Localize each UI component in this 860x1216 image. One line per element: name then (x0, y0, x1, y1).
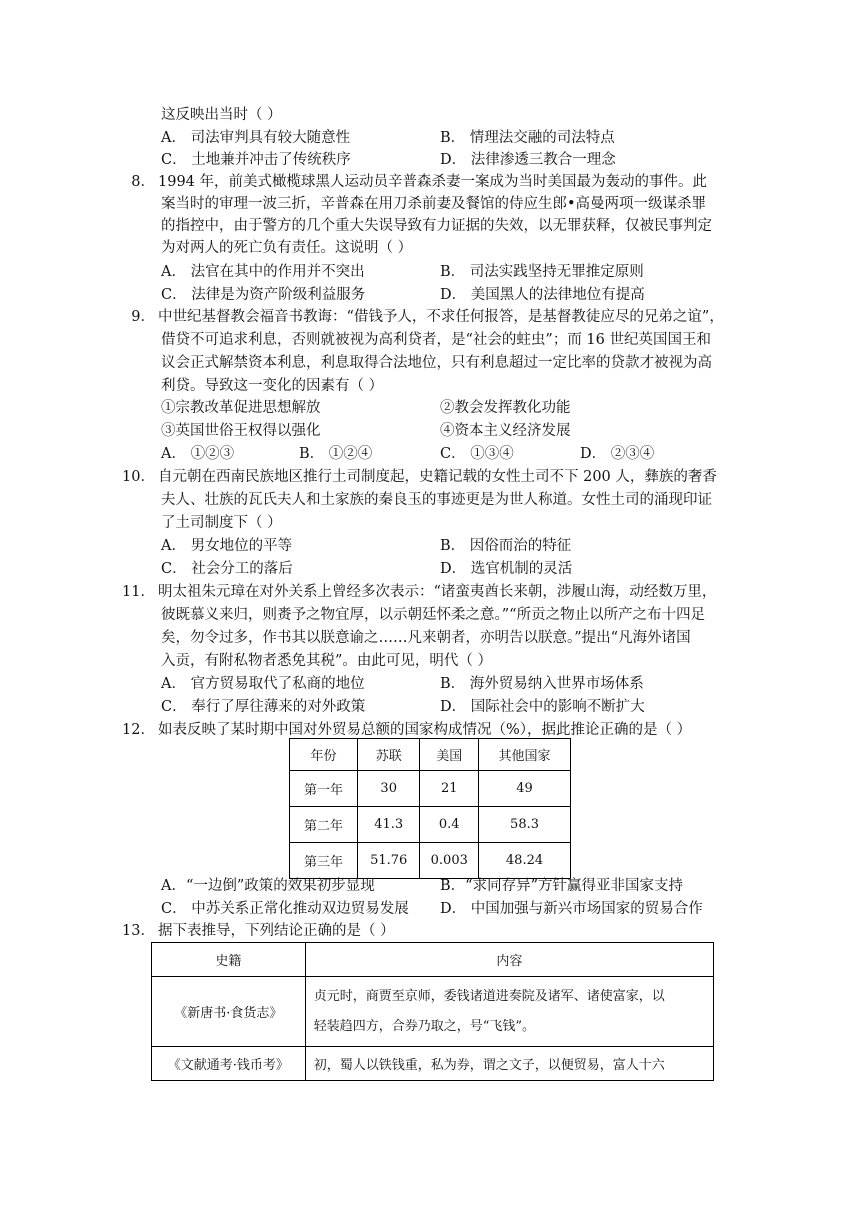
q10-number: 10． (122, 469, 155, 485)
trade-header-cell: 美国 (420, 739, 479, 771)
q11-option-d[interactable]: D． 国际社会中的影响不断扩大 (440, 699, 645, 715)
q7-stem-tail: 这反映出当时（ ） (161, 107, 282, 123)
q9-option-d[interactable]: D． ②③④ (580, 446, 655, 462)
q13-stem: 据下表推导，下列结论正确的是（ ） (158, 923, 395, 939)
trade-cell: 30 (357, 771, 420, 807)
q9-stem-line: 借贷不可追求利息，否则就被视为高利贷者，是“社会的蛀虫”；而 16 世纪英国国王和 (161, 332, 711, 348)
q9-option-c[interactable]: C． ①③④ (440, 446, 514, 462)
history-header-cell: 史籍 (152, 943, 306, 977)
q8-stem-line: 1994 年，前美式橄榄球黑人运动员辛普森杀妻一案成为当时美国最为轰动的事件。此 (158, 174, 708, 190)
history-book-cell: 《文献通考·钱币考》 (152, 1047, 306, 1081)
q9-stem-line: 中世纪基督教会福音书教诲：“借钱予人，不求任何报答，是基督教徒应尽的兄弟之谊”， (158, 309, 724, 325)
q12-option-d[interactable]: D． 中国加强与新兴市场国家的贸易合作 (440, 901, 703, 917)
q13-number: 13． (122, 923, 155, 939)
history-content-cell (305, 977, 713, 1047)
history-header-cell: 内容 (305, 943, 713, 977)
q11-option-b[interactable]: B． 海外贸易纳入世界市场体系 (440, 676, 644, 692)
q8-stem-line: 为对两人的死亡负有责任。这说明（ ） (161, 240, 413, 256)
q10-stem-line: 了土司制度下（ ） (161, 515, 282, 531)
history-book-cell: 《新唐书·食货志》 (152, 977, 306, 1047)
q12-option-c[interactable]: C． 中苏关系正常化推动双边贸易发展 (161, 901, 409, 917)
trade-cell: 0.003 (420, 843, 479, 879)
q12-option-b[interactable]: B．“求同存异”方针赢得亚非国家支持 (440, 878, 683, 894)
q7-option-d[interactable]: D． 法律渗透三教合一理念 (440, 152, 616, 168)
trade-cell: 41.3 (357, 807, 420, 843)
q10-stem-line: 自元朝在西南民族地区推行土司制度起，史籍记载的女性土司不下 200 人，彝族的奢香 (158, 469, 717, 485)
history-content-line: 贞元时，商贾至京师，委钱诸道进奏院及诸军、诸使富家，以 (313, 988, 665, 1004)
trade-cell: 21 (420, 771, 479, 807)
trade-cell: 49 (479, 771, 571, 807)
table-row (152, 1047, 714, 1081)
trade-header-cell: 苏联 (357, 739, 420, 771)
table-row (290, 843, 571, 879)
history-content-line: 初，蜀人以铁钱重，私为券，谓之文子，以便贸易，富人十六 (313, 1058, 665, 1073)
q11-option-a[interactable]: A． 官方贸易取代了私商的地位 (161, 676, 365, 692)
trade-cell: 0.4 (420, 807, 479, 843)
q8-option-b[interactable]: B． 司法实践坚持无罪推定原则 (440, 264, 644, 280)
history-content-cell (305, 1047, 713, 1081)
q8-number: 8． (131, 174, 155, 190)
q7-option-c[interactable]: C． 土地兼并冲击了传统秩序 (161, 152, 351, 168)
q10-option-a[interactable]: A． 男女地位的平等 (161, 538, 293, 554)
q11-stem-line: 矣，勿令过多，作书其以朕意谕之……凡来朝者，亦明告以朕意。”提出“凡海外诸国 (161, 630, 691, 646)
q10-option-b[interactable]: B． 因俗而治的特征 (440, 538, 572, 554)
q9-item-3: ③英国世俗王权得以强化 (161, 423, 321, 439)
q9-option-b[interactable]: B． ①②④ (299, 446, 373, 462)
trade-cell: 51.76 (357, 843, 420, 879)
trade-cell: 58.3 (479, 807, 571, 843)
q10-stem-line: 夫人、壮族的瓦氏夫人和土家族的秦良玉的事迹更是为世人称道。女性土司的涌现印证 (161, 492, 712, 508)
q9-option-a[interactable]: A． ①②③ (161, 446, 235, 462)
q12-stem: 如表反映了某时期中国对外贸易总额的国家构成情况（%），据此推论正确的是（ ） (158, 722, 692, 738)
q9-item-1: ①宗教改革促进思想解放 (161, 400, 321, 416)
history-content-line: 轻装趋四方，合券乃取之，号“飞钱”。 (313, 1018, 536, 1034)
q11-stem-line: 入贡，有附私物者悉免其税”。由此可见，明代（ ） (161, 653, 493, 669)
q9-stem-line: 利贷。导致这一变化的因素有（ ） (161, 378, 384, 394)
trade-header-cell: 年份 (290, 739, 358, 771)
q11-number: 11． (122, 584, 155, 600)
q11-stem-line: 彼既慕义来归，则赉予之物宜厚，以示朝廷怀柔之意。”“所贡之物止以所产之布十四足 (161, 607, 706, 623)
q8-stem-line: 案当时的审理一波三折，辛普森在用刀杀前妻及餐馆的侍应生郎•高曼两项一级谋杀罪 (161, 196, 707, 212)
trade-header-cell: 其他国家 (479, 739, 571, 771)
history-table (151, 942, 714, 1081)
q11-stem-line: 明太祖朱元璋在对外关系上曾经多次表示：“诸蛮夷酋长来朝，涉履山海，动经数万里， (158, 584, 717, 600)
q7-option-b[interactable]: B． 情理法交融的司法特点 (440, 130, 615, 146)
q8-option-d[interactable]: D． 美国黑人的法律地位有提高 (440, 287, 645, 303)
q11-option-c[interactable]: C． 奉行了厚往薄来的对外政策 (161, 699, 366, 715)
q8-option-a[interactable]: A． 法官在其中的作用并不突出 (161, 264, 365, 280)
trade-cell: 第三年 (290, 843, 358, 879)
table-row (152, 977, 714, 1047)
q12-number: 12． (122, 722, 155, 738)
table-row (290, 771, 571, 807)
q9-number: 9． (131, 309, 155, 325)
q9-stem-line: 议会正式解禁资本利息，利息取得合法地位，只有利息超过一定比率的贷款才被视为高 (161, 355, 712, 371)
trade-table (289, 738, 571, 879)
q8-stem-line: 的指控中，由于警方的几个重大失误导致有力证据的失效，以无罪获释，仅被民事判定 (161, 218, 712, 234)
trade-cell: 48.24 (479, 843, 571, 879)
table-row (290, 807, 571, 843)
q9-item-4: ④资本主义经济发展 (440, 423, 571, 439)
trade-cell: 第一年 (290, 771, 358, 807)
q7-option-a[interactable]: A． 司法审判具有较大随意性 (161, 130, 351, 146)
q8-option-c[interactable]: C． 法律是为资产阶级利益服务 (161, 287, 366, 303)
q10-option-c[interactable]: C． 社会分工的落后 (161, 561, 293, 577)
q12-option-a[interactable]: A．“一边倒”政策的效果初步显现 (161, 878, 375, 894)
q10-option-d[interactable]: D． 选官机制的灵活 (440, 561, 573, 577)
trade-cell: 第二年 (290, 807, 358, 843)
q9-item-2: ②教会发挥教化功能 (440, 400, 571, 416)
